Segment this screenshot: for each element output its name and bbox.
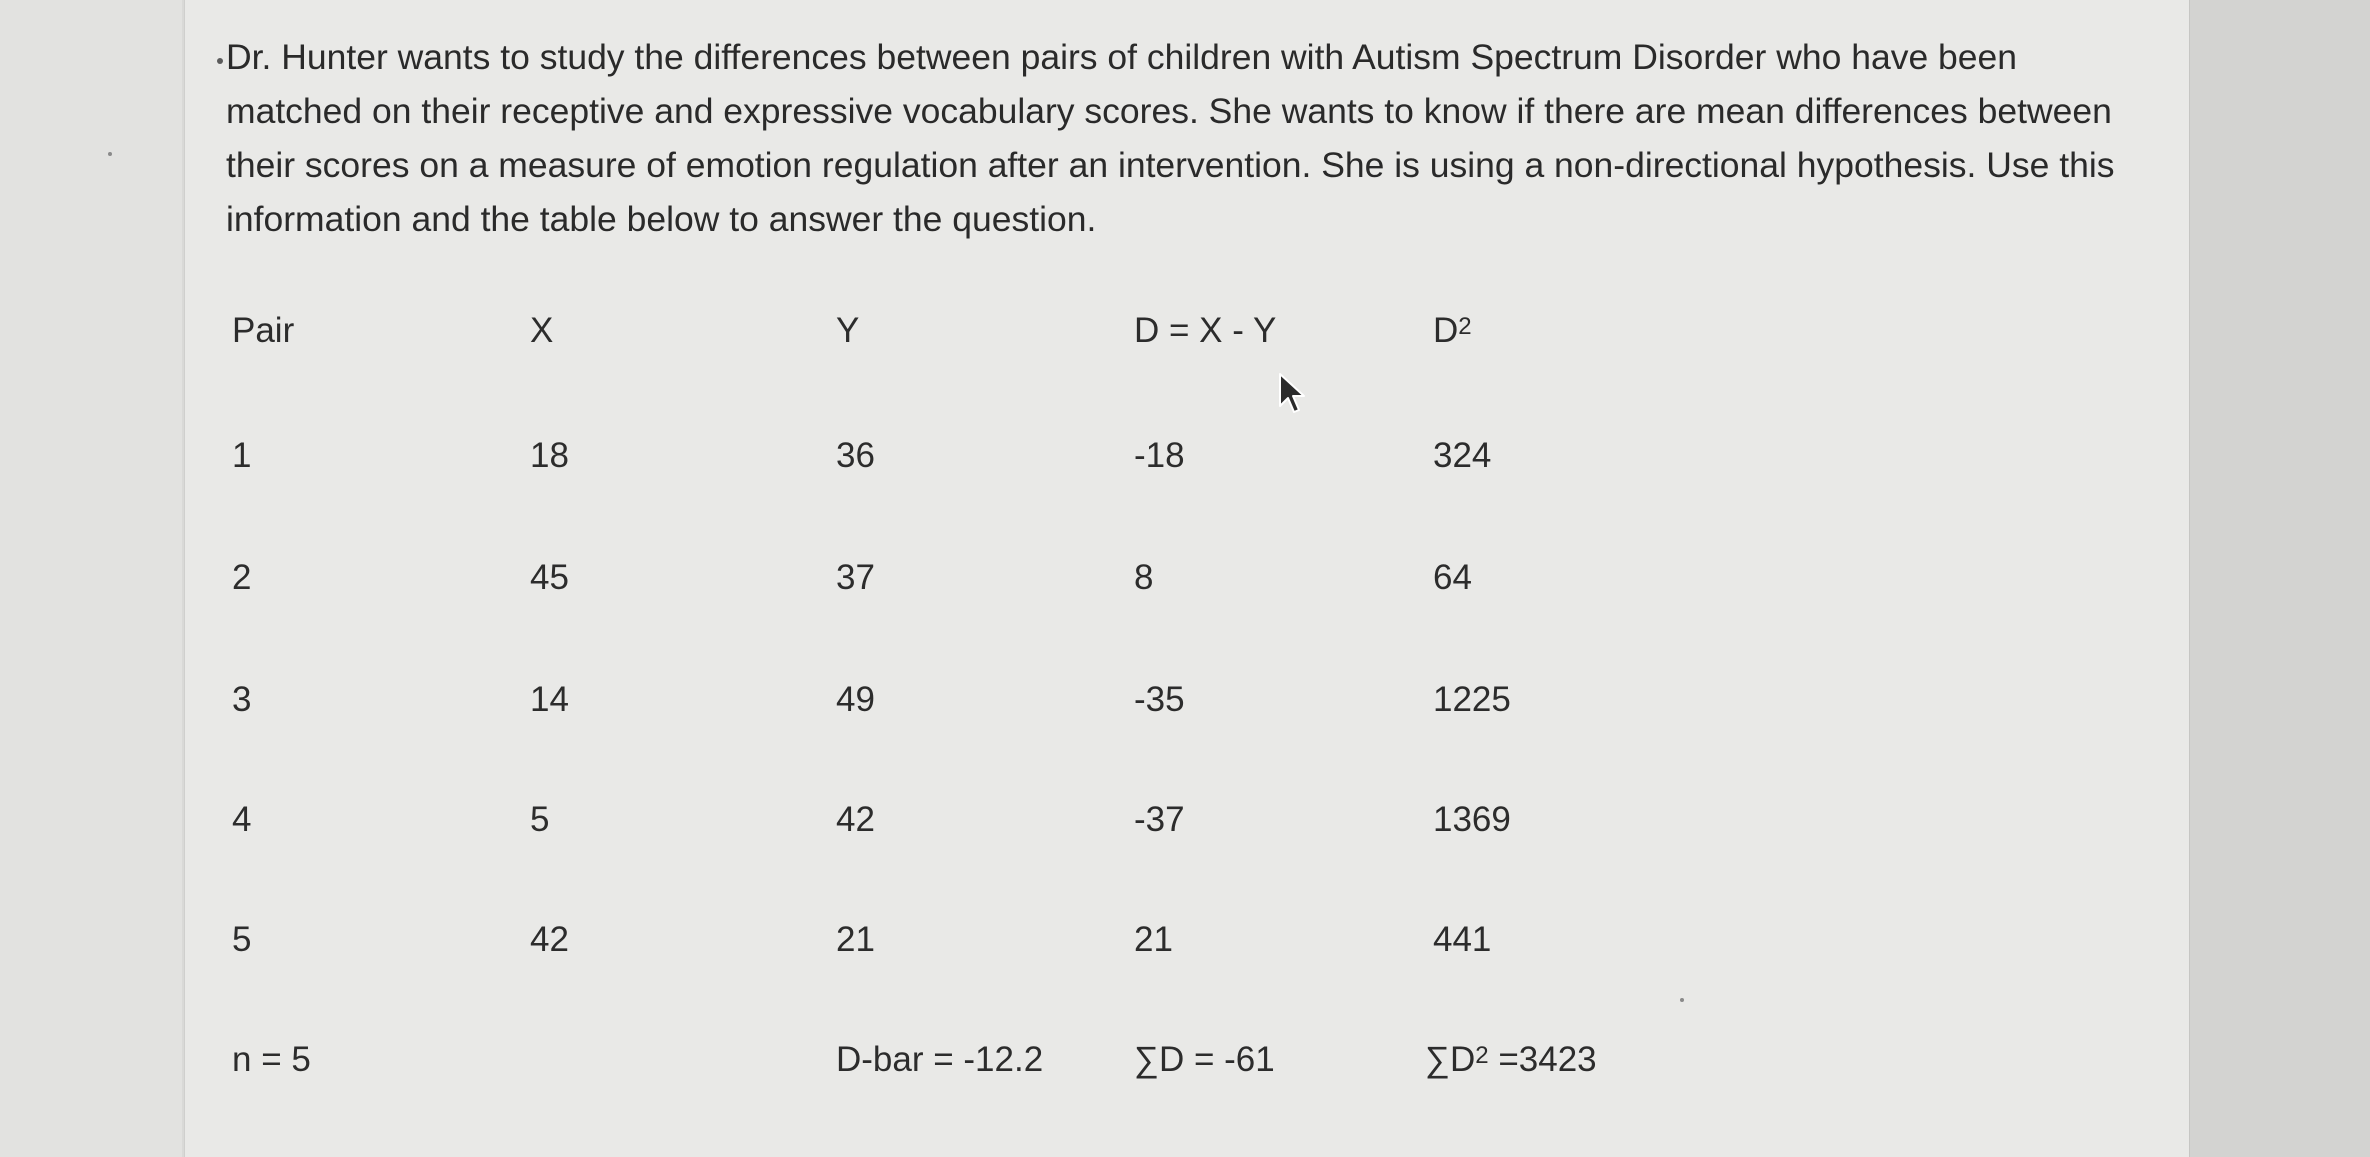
table-cell-pair: 4	[232, 800, 252, 839]
footer-sum-d-squared-value: =3423	[1488, 1040, 1597, 1079]
table-cell-d-squared: 64	[1433, 558, 1472, 597]
table-cell-d-squared: 1369	[1433, 800, 1511, 839]
footer-n: n = 5	[232, 1040, 311, 1079]
table-cell-x: 14	[530, 680, 569, 719]
page-left-margin	[0, 0, 182, 1157]
mouse-pointer-icon	[1278, 372, 1308, 416]
table-cell-x: 5	[530, 800, 550, 839]
header-d-squared-exp: 2	[1458, 313, 1472, 340]
table-cell-pair: 3	[232, 680, 252, 719]
table-cell-y: 42	[836, 800, 875, 839]
table-cell-pair: 5	[232, 920, 252, 959]
table-cell-x: 42	[530, 920, 569, 959]
table-cell-d: 21	[1134, 920, 1173, 959]
footer-sum-d-squared-base: ∑D	[1425, 1040, 1476, 1079]
footer-sum-d: ∑D = -61	[1134, 1040, 1275, 1079]
table-cell-d-squared: 1225	[1433, 680, 1511, 719]
header-y: Y	[836, 311, 860, 350]
table-cell-pair: 1	[232, 436, 252, 475]
decorative-speck	[108, 152, 112, 156]
table-cell-y: 37	[836, 558, 875, 597]
scrollbar-area[interactable]	[2188, 0, 2370, 1157]
header-pair: Pair	[232, 311, 295, 350]
table-cell-d: 8	[1134, 558, 1154, 597]
question-text: Dr. Hunter wants to study the differences between pairs of children with Autism Spectrum Disorder who have been matched on their receptive and expressive vocabulary scores. She wants to know if there are mean differences between their scores on a measure of emotion regulation after an intervention. She is using a non-directional hypothesis. Use this information and the table below to answer the question.	[226, 37, 2115, 239]
footer-sum-d-squared-exp: 2	[1475, 1042, 1489, 1069]
header-d: D = X - Y	[1134, 311, 1277, 350]
table-cell-d-squared: 441	[1433, 920, 1492, 959]
header-d-squared	[1433, 311, 1472, 351]
table-cell-y: 21	[836, 920, 875, 959]
table-cell-pair: 2	[232, 558, 252, 597]
table-cell-x: 45	[530, 558, 569, 597]
table-cell-y: 49	[836, 680, 875, 719]
table-cell-d: -37	[1134, 800, 1185, 839]
bullet-marker	[217, 58, 223, 64]
header-d-squared-base: D	[1433, 311, 1459, 350]
footer-sum-d-squared	[1425, 1040, 1597, 1080]
table-cell-d-squared: 324	[1433, 436, 1492, 475]
decorative-speck	[1680, 998, 1684, 1002]
table-cell-x: 18	[530, 436, 569, 475]
table-cell-d: -35	[1134, 680, 1185, 719]
table-cell-y: 36	[836, 436, 875, 475]
footer-d-bar: D-bar = -12.2	[836, 1040, 1044, 1079]
header-x: X	[530, 311, 554, 350]
table-cell-d: -18	[1134, 436, 1185, 475]
